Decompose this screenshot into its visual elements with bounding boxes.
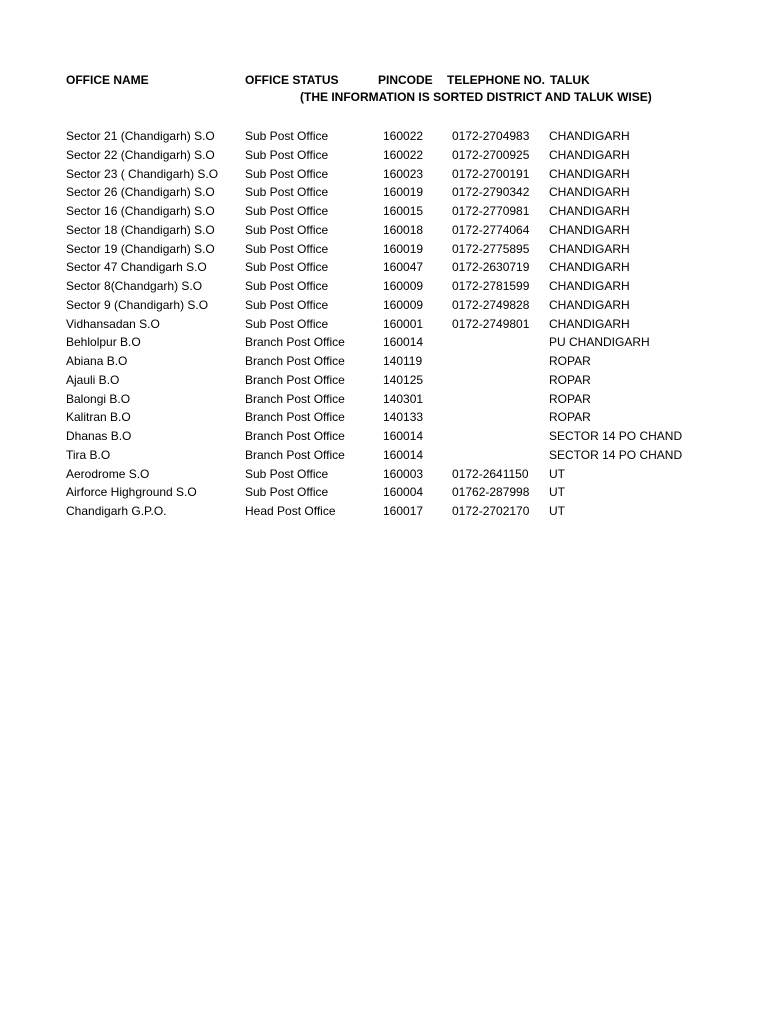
cell-office-name: Dhanas B.O — [66, 429, 132, 443]
cell-office-name: Sector 19 (Chandigarh) S.O — [66, 241, 215, 256]
cell-taluk: CHANDIGARH — [549, 166, 630, 181]
cell-office-name: Sector 26 (Chandigarh) S.O — [66, 185, 215, 200]
table-row — [0, 446, 768, 465]
table-row — [0, 408, 768, 427]
cell-office-name: Vidhansadan S.O — [66, 316, 160, 331]
cell-office-name: Sector 47 Chandigarh S.O — [66, 260, 207, 275]
cell-telephone: 0172-2700191 — [452, 166, 530, 181]
cell-taluk: UT — [549, 466, 565, 481]
cell-office-status: Sub Post Office — [245, 129, 329, 143]
cell-pincode: 160023 — [383, 166, 424, 181]
cell-office-status: Branch Post Office — [245, 429, 345, 443]
table-row — [0, 315, 768, 334]
table-row — [0, 183, 768, 202]
cell-office-status: Branch Post Office — [245, 354, 345, 368]
cell-telephone: 0172-2790342 — [452, 185, 530, 200]
cell-taluk: CHANDIGARH — [549, 297, 630, 312]
cell-telephone: 01762-287998 — [452, 485, 530, 500]
table-row — [0, 483, 768, 502]
cell-pincode: 160014 — [383, 447, 424, 462]
cell-pincode: 160017 — [383, 504, 424, 518]
cell-office-name: Sector 18 (Chandigarh) S.O — [66, 222, 215, 237]
sort-note: (THE INFORMATION IS SORTED DISTRICT AND TALUK WISE) — [300, 90, 652, 104]
table-row — [0, 296, 768, 315]
header-telephone: TELEPHONE NO. — [447, 73, 546, 87]
cell-telephone: 0172-2630719 — [452, 260, 530, 275]
table-body — [0, 127, 768, 521]
table-header — [0, 71, 768, 89]
cell-office-name: Sector 23 ( Chandigarh) S.O — [66, 166, 219, 181]
cell-telephone: 0172-2702170 — [452, 504, 530, 518]
header-office-status: OFFICE STATUS — [245, 73, 339, 87]
cell-office-status: Branch Post Office — [245, 335, 345, 350]
cell-office-status: Sub Post Office — [245, 297, 329, 312]
cell-office-name: Behlolpur B.O — [66, 335, 141, 350]
cell-pincode: 140125 — [383, 372, 424, 387]
cell-office-status: Branch Post Office — [245, 447, 345, 462]
cell-pincode: 160009 — [383, 297, 424, 312]
cell-office-name: Aerodrome S.O — [66, 466, 150, 481]
table-row — [0, 502, 768, 521]
cell-pincode: 160019 — [383, 241, 424, 256]
cell-office-status: Sub Post Office — [245, 147, 329, 162]
table-row — [0, 390, 768, 409]
cell-taluk: CHANDIGARH — [549, 316, 630, 331]
cell-pincode: 160014 — [383, 335, 424, 350]
table-row — [0, 146, 768, 165]
cell-pincode: 160014 — [383, 429, 424, 443]
table-row — [0, 465, 768, 484]
table-row — [0, 221, 768, 240]
cell-pincode: 140133 — [383, 410, 424, 425]
cell-pincode: 160003 — [383, 466, 424, 481]
cell-telephone: 0172-2770981 — [452, 204, 530, 218]
cell-office-status: Branch Post Office — [245, 410, 345, 425]
cell-taluk: UT — [549, 485, 565, 500]
cell-taluk: CHANDIGARH — [549, 260, 630, 275]
cell-office-name: Abiana B.O — [66, 354, 128, 368]
cell-taluk: ROPAR — [549, 354, 591, 368]
cell-taluk: ROPAR — [549, 372, 591, 387]
cell-office-status: Sub Post Office — [245, 222, 329, 237]
cell-pincode: 160004 — [383, 485, 424, 500]
table-row — [0, 371, 768, 390]
cell-pincode: 160001 — [383, 316, 424, 331]
table-row — [0, 127, 768, 146]
cell-office-status: Head Post Office — [245, 504, 336, 518]
cell-pincode: 160022 — [383, 129, 424, 143]
cell-taluk: CHANDIGARH — [549, 279, 630, 293]
table-row — [0, 427, 768, 446]
cell-pincode: 160018 — [383, 222, 424, 237]
header-taluk: TALUK — [550, 73, 590, 87]
cell-taluk: CHANDIGARH — [549, 147, 630, 162]
cell-taluk: UT — [549, 504, 565, 518]
cell-telephone: 0172-2749828 — [452, 297, 530, 312]
cell-taluk: CHANDIGARH — [549, 185, 630, 200]
cell-telephone: 0172-2700925 — [452, 147, 530, 162]
cell-office-status: Sub Post Office — [245, 204, 329, 218]
cell-taluk: ROPAR — [549, 410, 591, 425]
cell-taluk: SECTOR 14 PO CHAND — [549, 447, 683, 462]
cell-pincode: 160015 — [383, 204, 424, 218]
cell-office-status: Sub Post Office — [245, 316, 329, 331]
cell-telephone: 0172-2704983 — [452, 129, 530, 143]
cell-pincode: 140301 — [383, 391, 424, 406]
table-row — [0, 165, 768, 184]
cell-telephone: 0172-2775895 — [452, 241, 530, 256]
table-row — [0, 333, 768, 352]
cell-pincode: 160047 — [383, 260, 424, 275]
cell-telephone: 0172-2781599 — [452, 279, 530, 293]
cell-office-status: Sub Post Office — [245, 279, 329, 293]
cell-taluk: CHANDIGARH — [549, 204, 630, 218]
cell-office-status: Branch Post Office — [245, 372, 345, 387]
cell-office-name: Sector 8(Chandgarh) S.O — [66, 279, 203, 293]
cell-office-name: Kalitran B.O — [66, 410, 131, 425]
cell-office-status: Sub Post Office — [245, 466, 329, 481]
cell-telephone: 0172-2641150 — [452, 466, 529, 481]
header-pincode: PINCODE — [378, 73, 433, 87]
cell-office-name: Sector 16 (Chandigarh) S.O — [66, 204, 215, 218]
cell-pincode: 160019 — [383, 185, 424, 200]
cell-office-name: Sector 21 (Chandigarh) S.O — [66, 129, 215, 143]
cell-taluk: CHANDIGARH — [549, 241, 630, 256]
cell-office-name: Tira B.O — [66, 447, 111, 462]
cell-office-name: Balongi B.O — [66, 391, 131, 406]
cell-office-status: Sub Post Office — [245, 166, 329, 181]
cell-pincode: 160022 — [383, 147, 424, 162]
cell-taluk: ROPAR — [549, 391, 591, 406]
cell-taluk: CHANDIGARH — [549, 222, 630, 237]
cell-telephone: 0172-2749801 — [452, 316, 530, 331]
cell-taluk: CHANDIGARH — [549, 129, 630, 143]
cell-pincode: 160009 — [383, 279, 424, 293]
cell-office-name: Ajauli B.O — [66, 372, 120, 387]
table-row — [0, 258, 768, 277]
cell-office-name: Airforce Highground S.O — [66, 485, 197, 500]
cell-office-name: Sector 22 (Chandigarh) S.O — [66, 147, 215, 162]
table-row — [0, 202, 768, 221]
cell-office-status: Sub Post Office — [245, 185, 329, 200]
cell-taluk: SECTOR 14 PO CHAND — [549, 429, 683, 443]
table-row — [0, 277, 768, 296]
header-office-name: OFFICE NAME — [66, 73, 149, 87]
cell-office-status: Sub Post Office — [245, 485, 329, 500]
table-row — [0, 352, 768, 371]
cell-taluk: PU CHANDIGARH — [549, 335, 650, 350]
cell-office-status: Sub Post Office — [245, 241, 329, 256]
cell-telephone: 0172-2774064 — [452, 222, 530, 237]
cell-pincode: 140119 — [383, 354, 423, 368]
table-row — [0, 240, 768, 259]
cell-office-name: Sector 9 (Chandigarh) S.O — [66, 297, 209, 312]
cell-office-status: Branch Post Office — [245, 391, 345, 406]
cell-office-status: Sub Post Office — [245, 260, 329, 275]
cell-office-name: Chandigarh G.P.O. — [66, 504, 167, 518]
